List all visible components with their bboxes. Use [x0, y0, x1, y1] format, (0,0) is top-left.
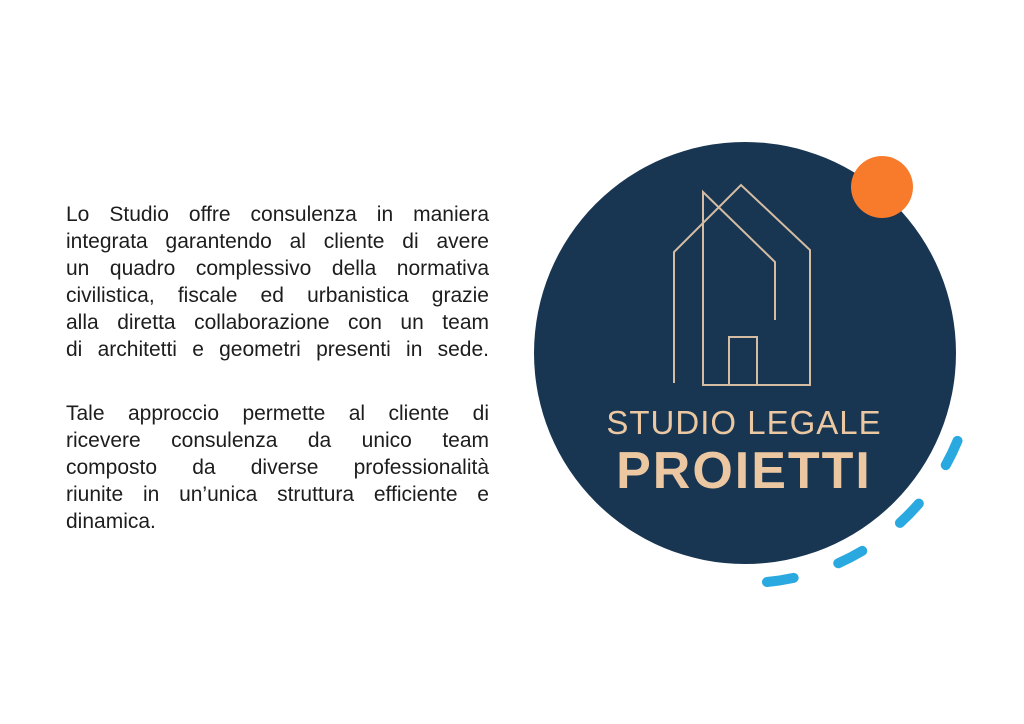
text-line: di architetti e geometri presenti in sede.	[66, 338, 489, 361]
text-line: integrata garantendo al cliente di avere	[66, 230, 489, 253]
text-line: civilistica, fiscale ed urbanistica grazie	[66, 284, 489, 307]
logo-studio-name-label: PROIETTI	[616, 442, 872, 500]
text-line: alla diretta collaborazione con un team	[66, 311, 489, 334]
text-line: Lo Studio offre consulenza in maniera	[66, 203, 489, 226]
logo-studio-type-label: STUDIO LEGALE	[606, 404, 882, 441]
text-line: ricevere consulenza da unico team	[66, 429, 489, 452]
text-line: composto da diverse professionalità	[66, 456, 489, 479]
text-line: Tale approccio permette al cliente di	[66, 402, 489, 425]
text-line: un quadro complessivo della normativa	[66, 257, 489, 280]
text-line: riunite in un’unica struttura efficiente e	[66, 483, 489, 506]
text-line: dinamica.	[66, 510, 156, 533]
accent-orange-circle	[851, 156, 913, 218]
